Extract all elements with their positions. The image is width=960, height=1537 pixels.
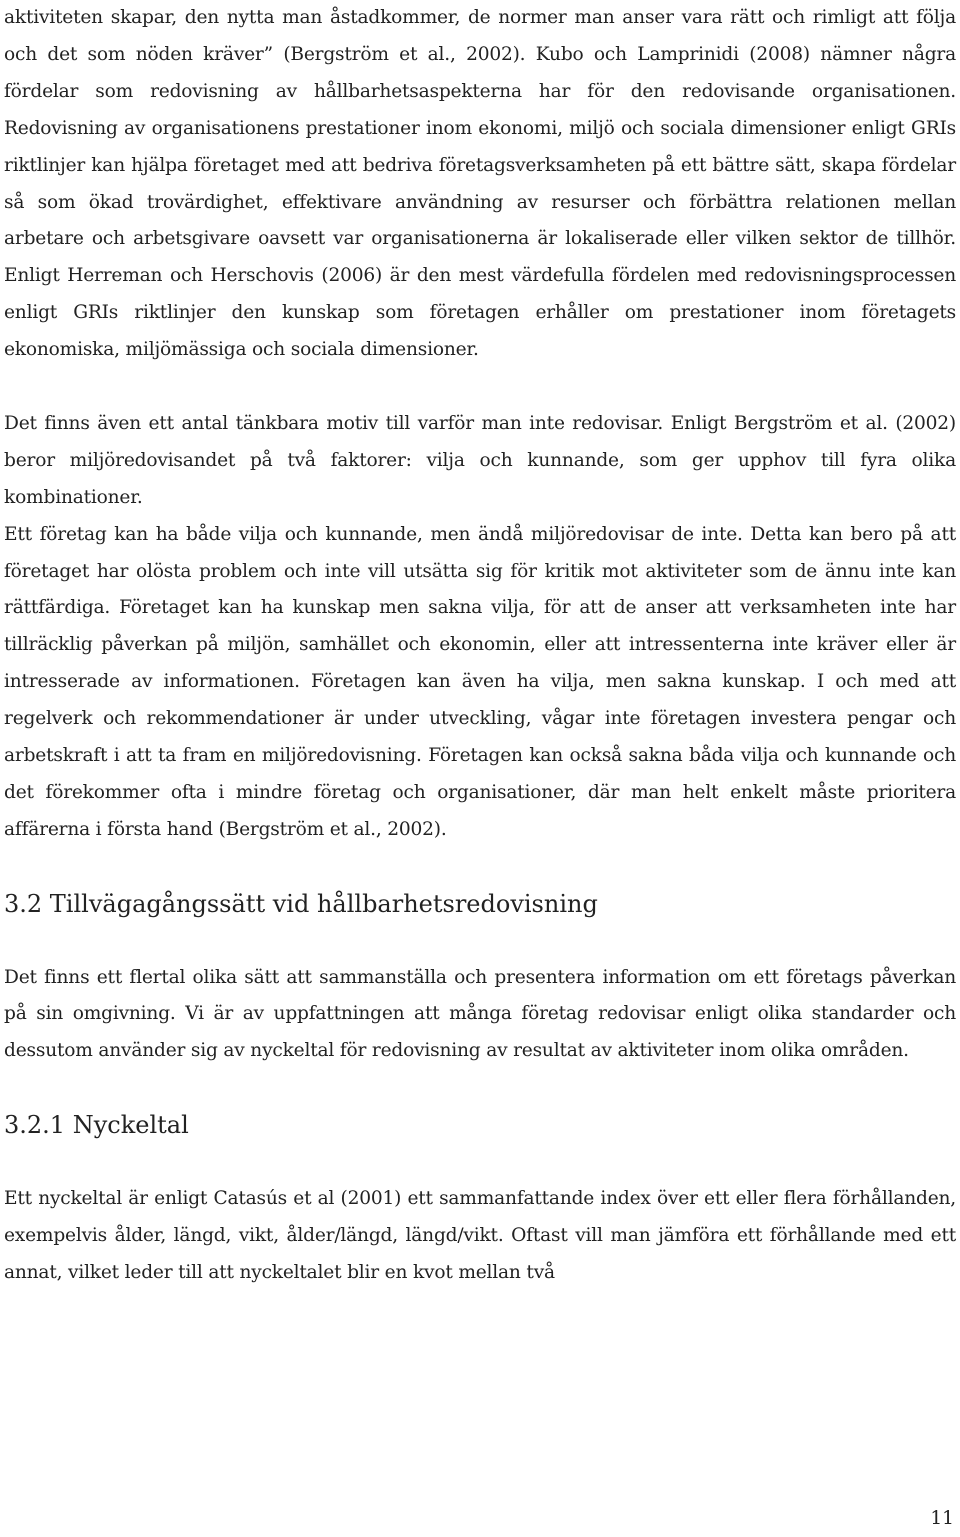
paragraph-motives-not-reporting: Det finns även ett antal tänkbara motiv till varför man inte redovisar. Enligt Bergström et al. (2002) beror miljöredovisandet på två faktorer: vilja och kunnande, som ger upphov till fyra olika kombinationer. xyxy=(4,412,956,508)
paragraph-spacer xyxy=(4,923,956,960)
section-heading-3-2: 3.2 Tillvägagångssätt vid hållbarhetsredovisning xyxy=(4,889,598,918)
paragraph-key-figures: Ett nyckeltal är enligt Catasús et al (2001) ett sammanfattande index över ett eller flera förhållanden, exempelvis ålder, längd, vikt, ålder/längd, längd/vikt. Oftast vill man jämföra ett förhållande med ett annat, vilket leder till att nyckeltalet blir en kvot mellan två xyxy=(4,1187,956,1283)
paragraph-spacer xyxy=(4,849,956,886)
paragraph-reporting-benefits: aktiviteten skapar, den nytta man åstadkommer, de normer man anser vara rätt och rimligt att följa och det som nöden kräver” (Bergström et al., 2002). Kubo och Lamprinidi (2008) nämner några fördelar som redovisning av hållbarhetsaspekterna har för den redovisande organisationen. Redovisning av organisationens prestationer inom ekonomi, miljö och sociala dimensioner enligt GRIs riktlinjer kan hjälpa företaget med att bedriva företagsverksamheten på ett bättre sätt, skapa fördelar så som ökad trovärdighet, effektivare användning av resurser och förbättra relationen mellan arbetare och arbetsgivare oavsett var organisationerna är lokaliserade eller vilken sektor de tillhör. Enligt Herreman och Herschovis (2006) är den mest värdefulla fördelen med redovisningsprocessen enligt GRIs riktlinjer den kunskap som företagen erhåller om prestationer inom företagets ekonomiska, miljömässiga och sociala dimensioner. xyxy=(4,7,956,361)
paragraph-spacer xyxy=(4,1144,956,1181)
paragraph-spacer xyxy=(4,1070,956,1107)
section-heading-3-2-1: 3.2.1 Nyckeltal xyxy=(4,1111,189,1140)
paragraph-methods: Det finns ett flertal olika sätt att sammanställa och presentera information om ett företags påverkan på sin omgivning. Vi är av uppfattningen att många företag redovisar enligt olika standarder och dessutom använder sig av nyckeltal för redovisning av resultat av aktiviteter inom olika områden. xyxy=(4,966,956,1062)
document-page xyxy=(4,0,956,1292)
paragraph-will-and-knowledge: Ett företag kan ha både vilja och kunnande, men ändå miljöredovisar de inte. Detta kan bero på att företaget har olösta problem och inte vill utsätta sig för kritik mot aktiviteter som de ännu inte kan rättfärdiga. Företaget kan ha kunskap men sakna vilja, för att de anser att verksamheten inte har tillräcklig påverkan på miljön, samhället och ekonomin, eller att intressenterna inte kräver eller är intresserade av informationen. Företagen kan även ha vilja, men sakna kunskap. I och med att regelverk och rekommendationer är under utveckling, vågar inte företagen investera pengar och arbetskraft i att ta fram en miljöredovisning. Företagen kan också sakna båda vilja och kunnande och det förekommer ofta i mindre företag och organisationer, där man helt enkelt måste prioritera affärerna i första hand (Bergström et al., 2002). xyxy=(4,523,956,840)
page-number: 11 xyxy=(930,1508,954,1529)
paragraph-spacer xyxy=(4,369,956,406)
